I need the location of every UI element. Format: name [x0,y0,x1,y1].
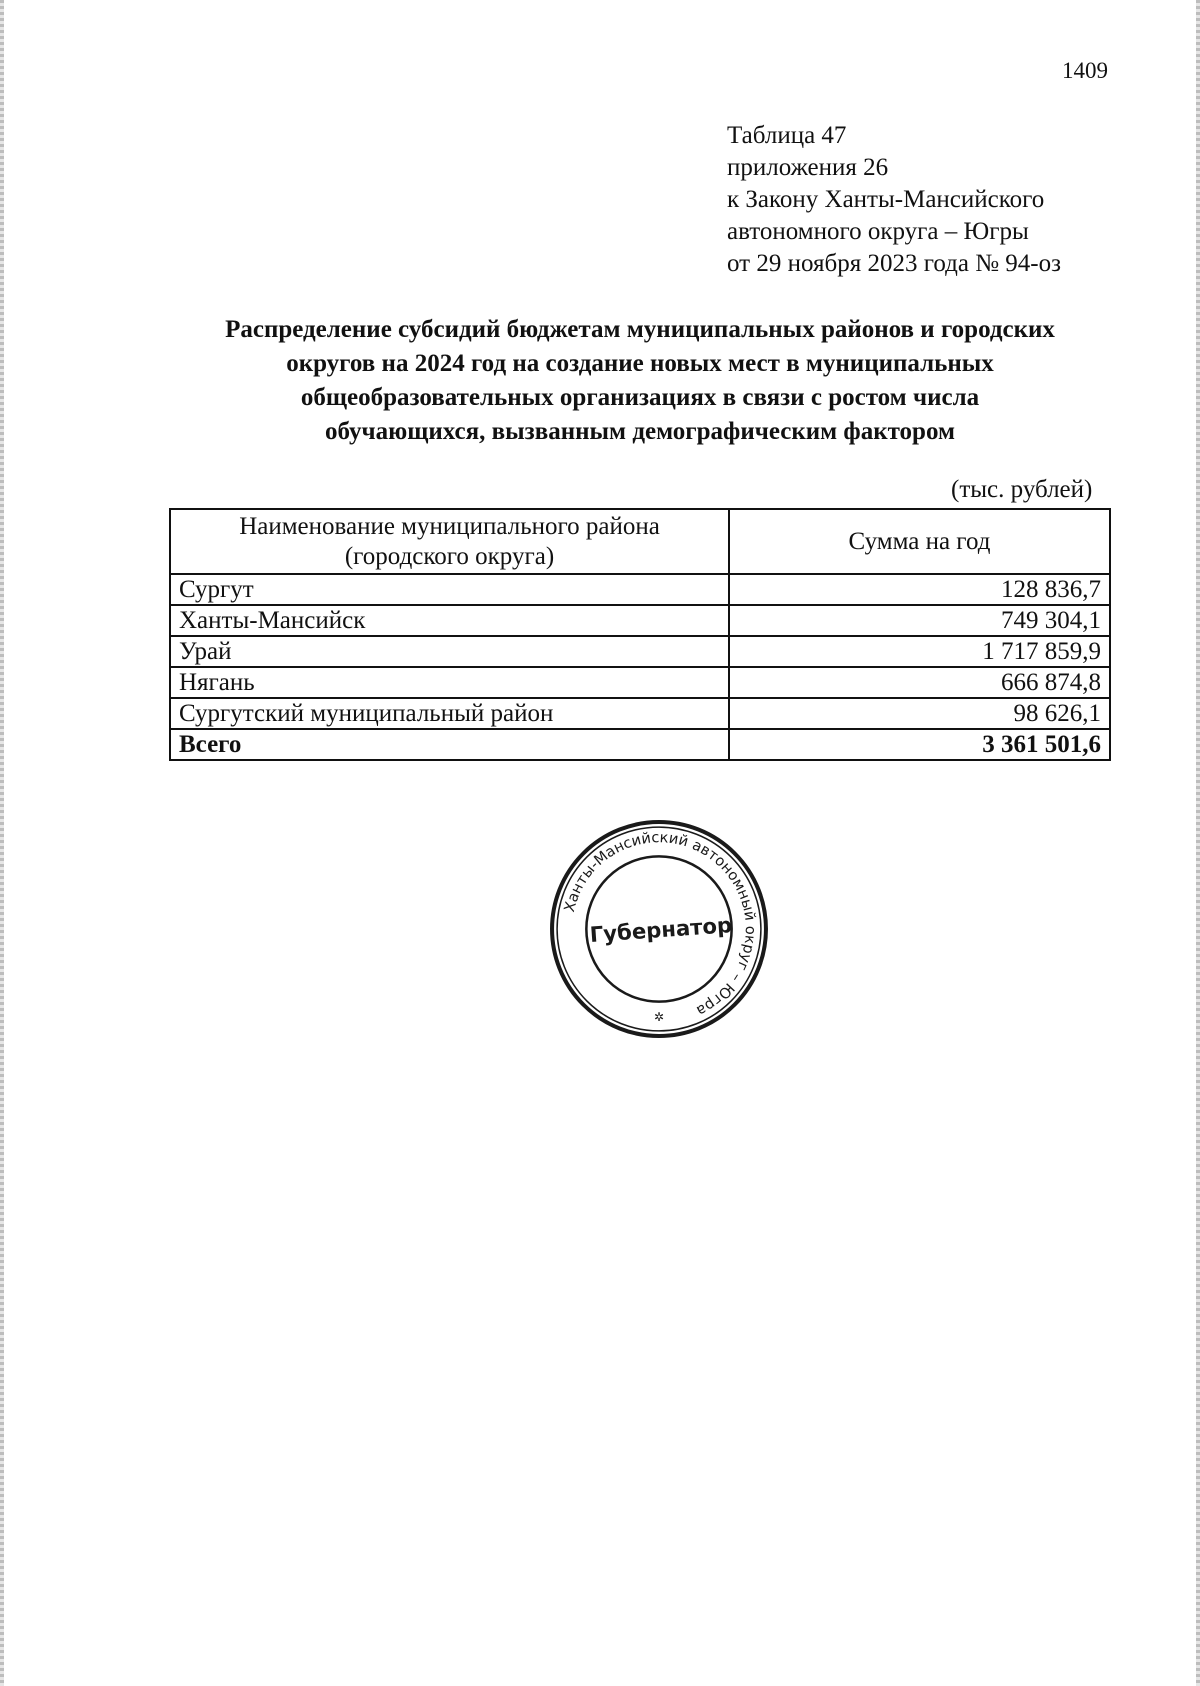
table-row [170,698,1110,729]
units-label: (тыс. рублей) [951,476,1093,503]
table-row [170,667,1110,698]
amount-cell: 1 717 859,9 [729,636,1110,667]
title-line: Распределение субсидий бюджетам муниципальных районов и городских [225,316,1055,343]
appendix-line: от 29 ноября 2023 года № 94-оз [727,250,1061,277]
table-row [170,605,1110,636]
title-line: обучающихся, вызванным демографическим фактором [324,418,956,445]
seal-star-icon: ✲ [653,1009,665,1024]
municipality-cell: Сургут [170,574,729,605]
amount-cell: 666 874,8 [729,667,1110,698]
page-number: 1409 [1062,58,1108,83]
header-municipality [170,509,729,574]
governor-seal [548,818,770,1040]
header-amount: Сумма на год [729,509,1110,574]
appendix-line: приложения 26 [727,154,889,181]
document-title [160,313,1120,449]
total-label-cell: Всего [170,729,729,760]
scan-edge-right [1196,0,1200,1686]
table-row [170,574,1110,605]
appendix-line: автономного округа – Югры [727,218,1029,245]
table-header-row [170,509,1110,574]
appendix-line: Таблица 47 [727,122,847,149]
total-amount-cell: 3 361 501,6 [729,729,1110,760]
header-municipality-line2: (городского округа) [344,542,555,570]
appendix-line: к Закону Ханты-Мансийского [727,186,1045,213]
seal-center-text: Губернатор [588,912,733,948]
municipality-cell: Нягань [170,667,729,698]
table-row [170,636,1110,667]
title-line: округов на 2024 год на создание новых мест в муниципальных [286,350,994,377]
amount-cell: 749 304,1 [729,605,1110,636]
table-total-row [170,729,1110,760]
appendix-reference [727,120,1061,280]
header-municipality-line1: Наименование муниципального района [239,512,660,540]
amount-cell: 128 836,7 [729,574,1110,605]
subsidies-table [169,508,1111,761]
municipality-cell: Ханты-Мансийск [170,605,729,636]
scan-edge-left [0,0,4,1686]
title-line: общеобразовательных организациях в связи с ростом числа [300,384,980,411]
municipality-cell: Урай [170,636,729,667]
amount-cell: 98 626,1 [729,698,1110,729]
seal-ring-text: Ханты-Мансийский автономный округ – Югра [560,829,759,1020]
municipality-cell: Сургутский муниципальный район [170,698,729,729]
